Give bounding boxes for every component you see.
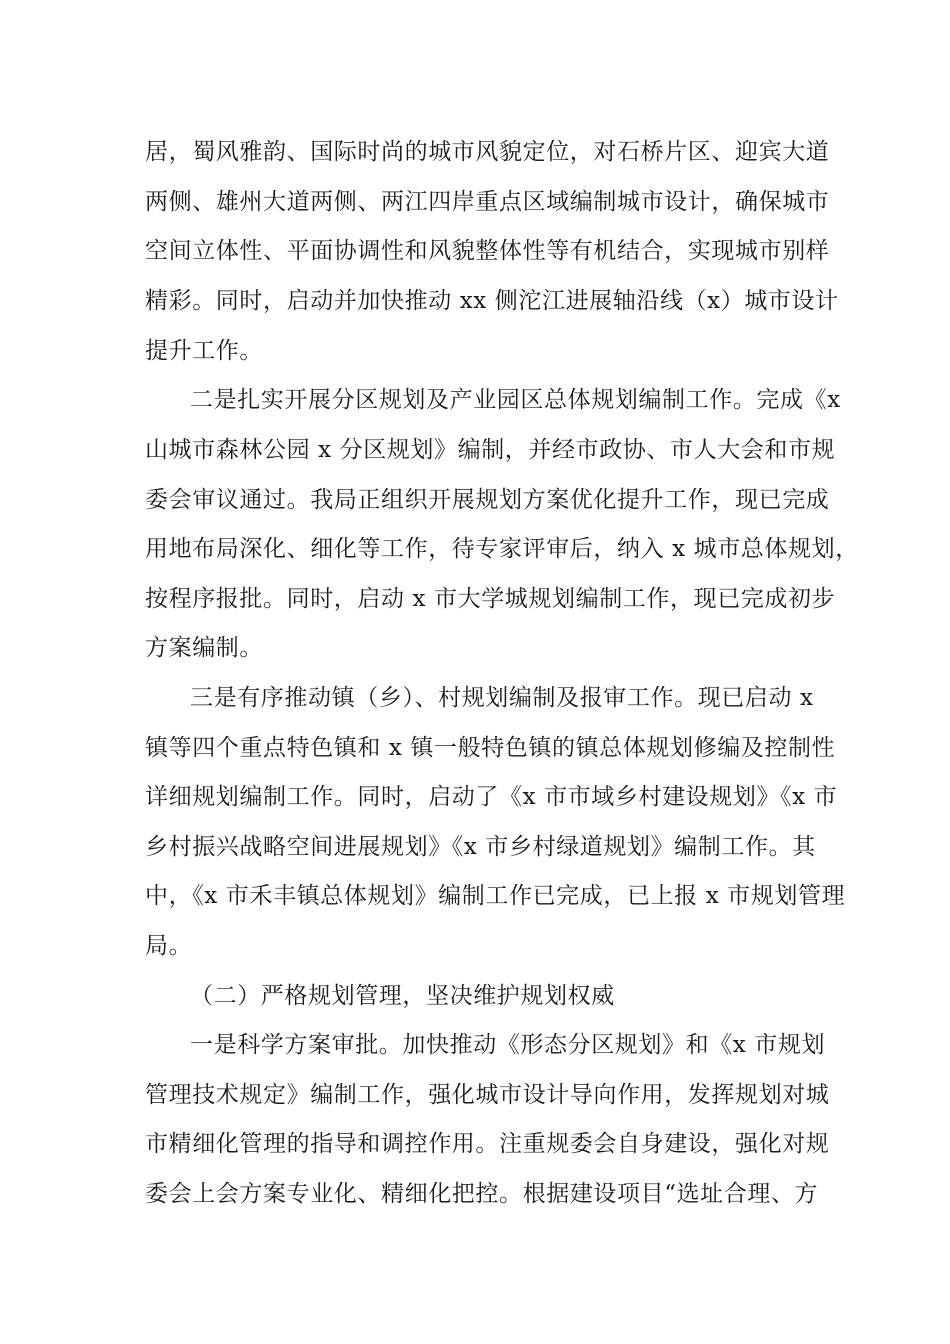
paragraph-line: 乡村振兴战略空间进展规划》《x 市乡村绿道规划》编制工作。其 [145,834,816,860]
paragraph-line: 镇等四个重点特色镇和 x 镇一般特色镇的镇总体规划修编及控制性 [145,735,836,761]
paragraph-line: 委会审议通过。我局正组织开展规划方案优化提升工作，现已完成 [145,487,830,513]
paragraph-line: 两侧、雄州大道两侧、两江四岸重点区域编制城市设计，确保城市 [145,189,830,215]
paragraph-line: 三是有序推动镇（乡）、村规划编制及报审工作。现已启动 x [190,685,814,711]
section-heading: （二）严格规划管理，坚决维护规划权威 [190,983,615,1009]
paragraph-line: 一是科学方案审批。加快推动《形态分区规划》和《x 市规划 [190,1032,826,1058]
paragraph-line: 空间立体性、平面协调性和风貌整体性等有机结合，实现城市别样 [145,238,830,264]
paragraph-line: 中，《x 市禾丰镇总体规划》编制工作已完成，已上报 x 市规划管理 [145,883,846,909]
paragraph-line: 按程序报批。同时，启动 x 市大学城规划编制工作，现已完成初步 [145,586,836,612]
paragraph-line: 山城市森林公园 x 分区规划》编制，并经市政协、市人大会和市规 [145,437,836,463]
paragraph-line: 居，蜀风雅韵、国际时尚的城市风貌定位，对石桥片区、迎宾大道 [145,139,830,165]
paragraph-line: 方案编制。 [145,635,263,661]
paragraph-line: 委会上会方案专业化、精细化把控。根据建设项目“选址合理、方 [145,1181,819,1207]
paragraph-line: 精彩。同时，启动并加快推动 xx 侧沱江进展轴沿线（x）城市设计 [145,288,839,314]
paragraph-line: 管理技术规定》编制工作，强化城市设计导向作用，发挥规划对城 [145,1082,830,1108]
paragraph-line: 提升工作。 [145,338,263,364]
paragraph-line: 详细规划编制工作。同时，启动了《x 市市域乡村建设规划》《x 市 [145,784,838,810]
paragraph-line: 二是扎实开展分区规划及产业园区总体规划编制工作。完成《x [190,387,841,413]
paragraph-line: 用地布局深化、细化等工作，待专家评审后，纳入 x 城市总体规划， [145,536,859,562]
paragraph-line: 市精细化管理的指导和调控作用。注重规委会自身建设，强化对规 [145,1131,830,1157]
paragraph-line: 局。 [145,933,193,959]
